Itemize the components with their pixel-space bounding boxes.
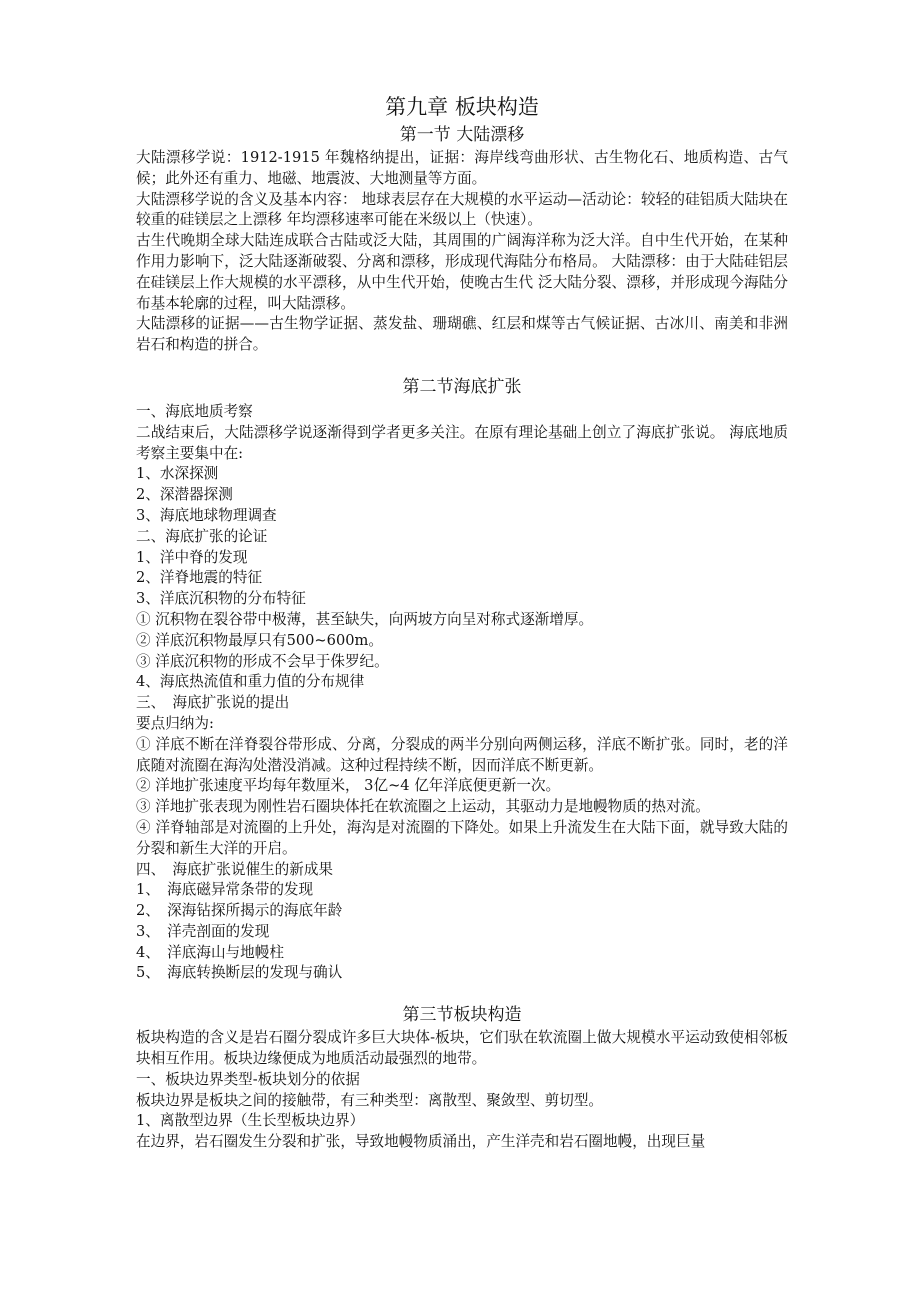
paragraph: 大陆漂移学说：1912-1915 年魏格纳提出，证据：海岸线弯曲形状、古生物化石、地质构造、古气候；此外还有重力、地磁、地震波、大地测量等方面。 <box>136 149 788 187</box>
text-line: 1、水深探测 <box>136 465 219 483</box>
text-line: ② 洋地扩张速度平均每年数厘米， 3亿~4 亿年洋底便更新一次。 <box>136 777 561 795</box>
text-line: 4、海底热流值和重力值的分布规律 <box>136 673 365 691</box>
text-line: ③ 洋地扩张表现为刚性岩石圈块体托在软流圈之上运动，其驱动力是地幔物质的热对流。 <box>136 798 710 816</box>
paragraph: 古生代晚期全球大陆连成联合古陆或泛大陆，其周围的广阔海洋称为泛大洋。自中生代开始，在某种作用力影响下，泛大陆逐渐破裂、分离和漂移，形成现代海陆分布格局。 大陆漂移：由于大陆硅铝层在硅镁层上作大规模的水平漂移，从中生代开始，使晚古生代 泛大陆分裂、漂移，并形成现今海陆分布基本轮廓的过程，叫大陆漂移。 <box>136 232 788 312</box>
text-line: 二、海底扩张的论证 <box>136 527 268 545</box>
text-line: 4、 洋底海山与地幔柱 <box>136 943 284 961</box>
document-content <box>136 92 788 1153</box>
section-2-title: 第二节海底扩张 <box>402 376 522 397</box>
text-line: 一、海底地质考察 <box>136 402 253 420</box>
paragraph: 大陆漂移的证据——古生物学证据、蒸发盐、珊瑚礁、红层和煤等古气候证据、古冰川、南美和非洲岩石和构造的拼合。 <box>136 315 788 354</box>
text-line: ① 沉积物在裂谷带中极薄，甚至缺失，向两坡方向呈对称式逐渐增厚。 <box>136 610 594 628</box>
text-line: ③ 洋底沉积物的形成不会早于侏罗纪。 <box>136 652 389 670</box>
text-line: 1、洋中脊的发现 <box>136 548 248 566</box>
text-line: 5、 海底转换断层的发现与确认 <box>136 964 343 982</box>
text-line: 1、离散型边界（生长型板块边界） <box>136 1112 365 1130</box>
text-line: ② 洋底沉积物最厚只有500~600m。 <box>136 631 383 649</box>
text-line: 2、 深海钻探所揭示的海底年龄 <box>136 902 343 920</box>
text-line: 2、洋脊地震的特征 <box>136 569 263 587</box>
text-line: 一、板块边界类型-板块划分的依据 <box>136 1070 360 1088</box>
paragraph: 大陆漂移学说的含义及基本内容： 地球表层存在大规模的水平运动—活动论：较轻的硅铝质大陆块在较重的硅镁层之上漂移 年均漂移速率可能在米级以上（快速）。 <box>136 190 788 229</box>
section-3-title: 第三节板块构造 <box>402 1005 522 1026</box>
section-1-title: 第一节 大陆漂移 <box>399 125 525 145</box>
text-line: 2、深潜器探测 <box>136 486 233 504</box>
text-line: 板块构造的含义是岩石圈分裂成许多巨大块体-板块，它们驮在软流圈上做大规模水平运动致使相邻板块相互作用。板块边缘便成为地质活动最强烈的地带。 <box>136 1029 788 1068</box>
text-line: 在边界，岩石圈发生分裂和扩张，导致地幔物质涌出，产生洋壳和岩石圈地幔，出现巨量 <box>136 1133 706 1151</box>
text-line: 板块边界是板块之间的接触带，有三种类型：离散型、聚敛型、剪切型。 <box>136 1091 604 1109</box>
text-line: 3、 洋壳剖面的发现 <box>136 922 270 940</box>
spacer <box>136 984 788 1002</box>
text-line: ① 洋底不断在洋脊裂谷带形成、分离，分裂成的两半分别向两侧运移，洋底不断扩张。同时，老的洋底随对流圈在海沟处潜没消减。这种过程持续不断，因而洋底不断更新。 <box>136 735 788 774</box>
text-line: 三、 海底扩张说的提出 <box>136 694 290 712</box>
text-line: 3、海底地球物理调查 <box>136 506 277 524</box>
text-line: 1、 海底磁异常条带的发现 <box>136 881 314 899</box>
text-line: 二战结束后，大陆漂移学说逐渐得到学者更多关注。在原有理论基础上创立了海底扩张说。 海底地质考察主要集中在: <box>136 423 788 462</box>
text-line: 3、洋底沉积物的分布特征 <box>136 590 306 608</box>
text-line: 四、 海底扩张说催生的新成果 <box>136 860 334 878</box>
text-line: ④ 洋脊轴部是对流圈的上升处，海沟是对流圈的下降处。如果上升流发生在大陆下面，就导致大陆的分裂和新生大洋的开启。 <box>136 818 788 857</box>
chapter-title: 第九章 板块构造 <box>385 95 539 119</box>
text-line: 要点归纳为: <box>136 714 214 732</box>
spacer <box>136 356 788 374</box>
